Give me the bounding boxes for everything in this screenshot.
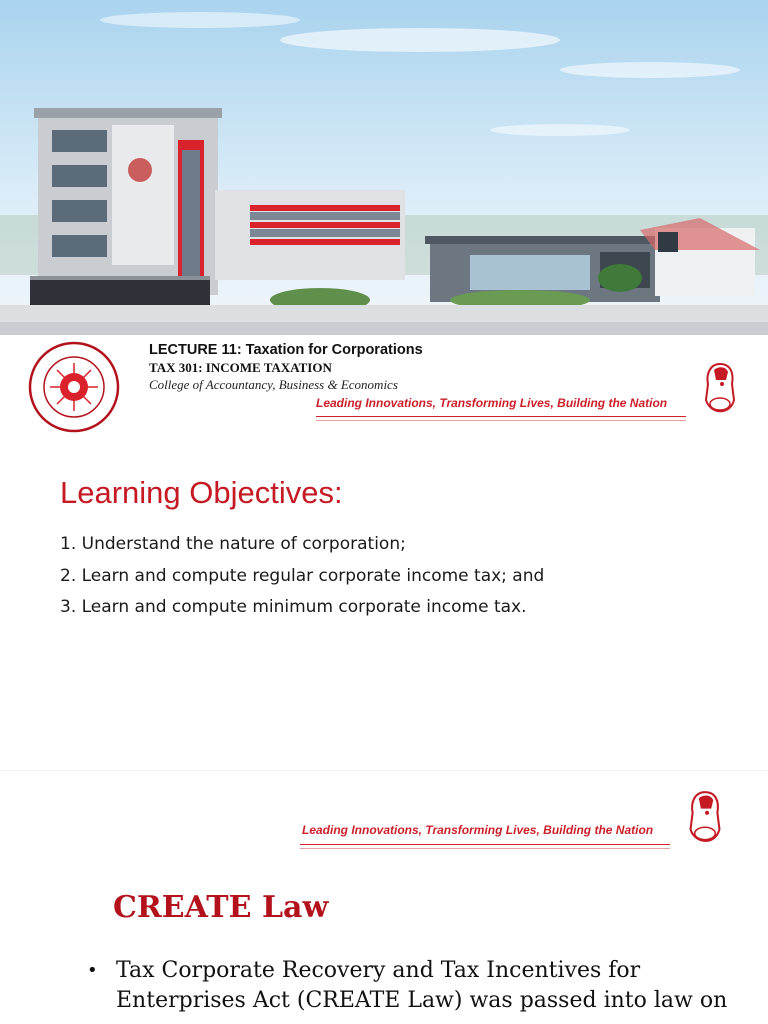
college-name: College of Accountancy, Business & Economics	[149, 377, 398, 392]
slide-divider	[0, 770, 768, 771]
university-tagline: Leading Innovations, Transforming Lives, Building the Nation	[302, 823, 654, 837]
header-rule	[316, 416, 686, 417]
spartan-mascot-icon	[684, 788, 726, 852]
create-law-bullet: Tax Corporate Recovery and Tax Incentives for Enterprises Act (CREATE Law) was passed into law on	[116, 958, 728, 1013]
bullet-icon: •	[87, 960, 98, 981]
lecture-title: LECTURE 11: Taxation for Corporations	[149, 342, 423, 358]
objective-item: 2. Learn and compute regular corporate income tax; and	[60, 566, 545, 586]
header-rule-secondary	[316, 420, 686, 421]
course-code: TAX 301: INCOME TAXATION	[149, 360, 332, 375]
header-rule	[300, 844, 670, 845]
objective-item: 1. Understand the nature of corporation;	[60, 534, 406, 554]
campus-building-photo	[0, 0, 768, 335]
objective-item: 3. Learn and compute minimum corporate income tax.	[60, 597, 527, 617]
create-law-heading: CREATE Law	[113, 890, 329, 925]
spartan-mascot-icon	[700, 360, 740, 422]
university-seal-logo	[10, 341, 138, 433]
learning-objectives-heading: Learning Objectives:	[60, 475, 343, 510]
university-tagline: Leading Innovations, Transforming Lives, Building the Nation	[316, 396, 668, 410]
header-rule-secondary	[300, 848, 670, 849]
